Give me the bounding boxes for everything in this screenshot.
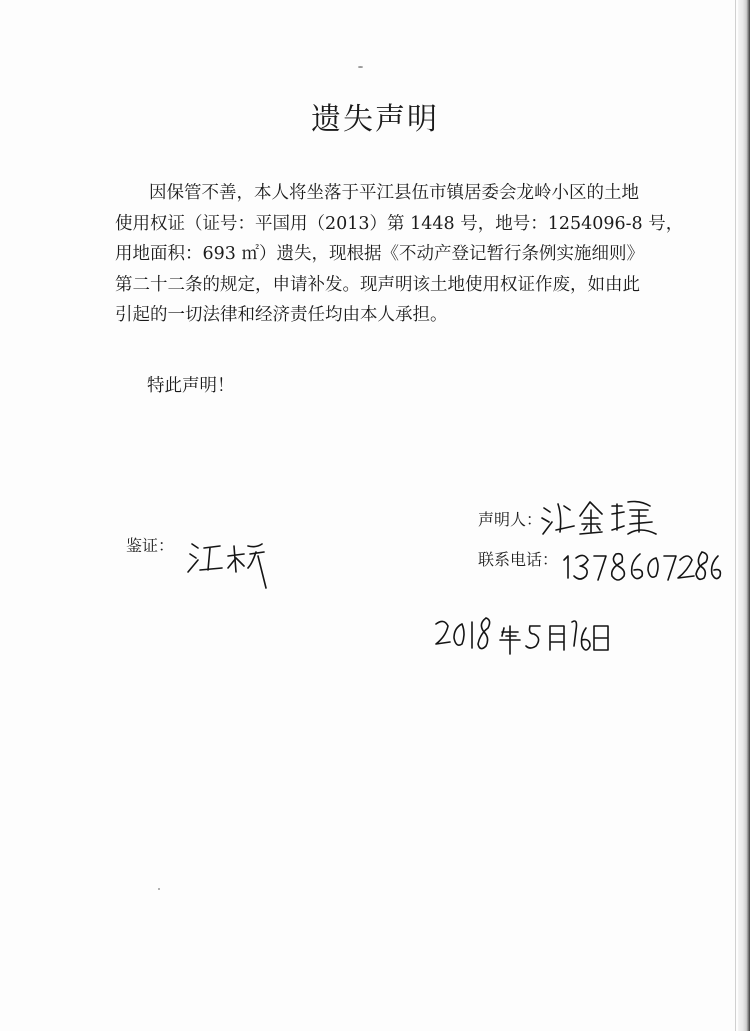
declarant-label: 声明人： — [478, 510, 543, 529]
declaration-body — [115, 178, 684, 331]
body-line: 使用权证（证号：平国用（2013）第 1448 号，地号：1254096-8 号， — [115, 213, 684, 234]
witness-signature — [186, 538, 276, 593]
date-handwritten — [432, 614, 612, 662]
body-line: 引起的一切法律和经济责任均由本人承担。 — [115, 305, 448, 325]
witness-label: 鉴证： — [126, 536, 175, 555]
body-line: 用地面积：693 ㎡）遗失，现根据《不动产登记暂行条例实施细则》 — [115, 244, 644, 264]
scan-edge-shadow — [738, 0, 750, 1031]
document-title: 遗失声明 — [311, 102, 439, 137]
closing-statement: 特此声明！ — [147, 376, 235, 396]
body-line: 因保管不善，本人将坐落于平江县伍市镇居委会龙岭小区的土地 — [149, 183, 639, 203]
contact-phone-handwritten — [560, 546, 720, 586]
declarant-signature — [540, 496, 660, 536]
scan-speck — [358, 66, 363, 68]
body-line: 第二十二条的规定，申请补发。现声明该土地使用权证作废，如由此 — [115, 274, 640, 295]
contact-label: 联系电话： — [478, 550, 559, 569]
scan-edge-line — [735, 0, 736, 1031]
scan-speck — [158, 888, 160, 890]
